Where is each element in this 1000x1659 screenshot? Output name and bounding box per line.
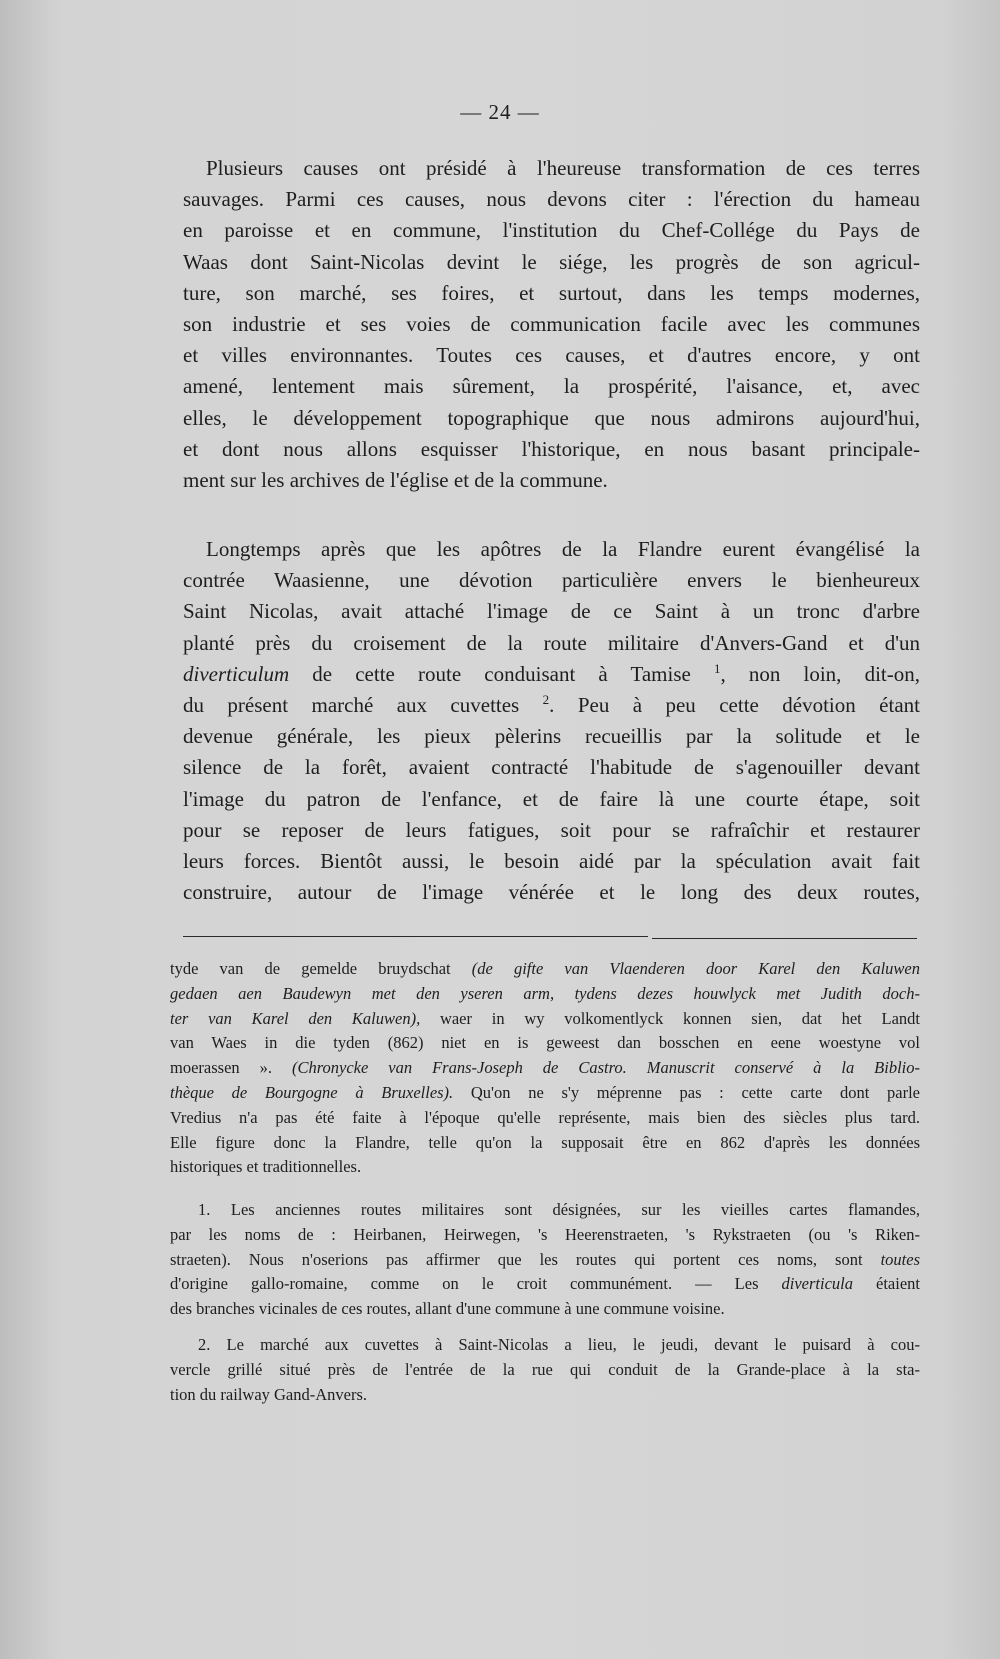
note-line: par les noms de : Heirbanen, Heirwegen, 's Heerenstraeten, 's Rykstraeten (ou 's Riken- — [170, 1224, 920, 1244]
text-line: contrée Waasienne, une dévotion particulière envers le bienheureux — [183, 568, 920, 593]
italic-run: (de gifte van Vlaenderen door Karel den Kaluwen — [471, 959, 920, 978]
text-line: et villes environnantes. Toutes ces causes, et d'autres encore, y ont — [183, 343, 920, 368]
text-run: , non loin, dit-on, — [720, 661, 920, 686]
footnote-2 — [170, 1333, 920, 1407]
italic-run: thèque de Bourgogne à Bruxelles). — [170, 1082, 454, 1102]
footnote-mark: 2. — [198, 1335, 211, 1354]
text-line: sauvages. Parmi ces causes, nous devons citer : l'érection du hameau — [183, 187, 920, 212]
text-line: ment sur les archives de l'église et de la commune. — [183, 468, 608, 493]
text-line: devenue générale, les pieux pèlerins recueillis par la solitude et le — [183, 724, 920, 749]
italic-run: toutes — [880, 1249, 920, 1269]
footnote-1 — [170, 1198, 920, 1322]
italic-run: (Chronycke van Frans-Joseph de Castro. Manuscrit conservé à la Biblio- — [291, 1058, 920, 1078]
text-line: planté près du croisement de la route militaire d'Anvers-Gand et d'un — [183, 630, 920, 655]
text-line: Saint Nicolas, avait attaché l'image de ce Saint à un tronc d'arbre — [183, 599, 920, 624]
note-line — [170, 1248, 920, 1273]
footnote-reference[interactable]: 2 — [542, 692, 550, 708]
note-line: historiques et traditionnelles. — [170, 1157, 362, 1177]
italic-run: diverticula — [781, 1274, 853, 1294]
text-line: Longtemps après que les apôtres de la Flandre eurent évangélisé la — [206, 537, 920, 561]
text-run: straeten). Nous n'oserions pas affirmer que les routes qui portent ces noms, sont — [170, 1249, 881, 1269]
text-line: amené, lentement mais sûrement, la prospérité, l'aisance, et, avec — [183, 374, 920, 399]
note-line — [170, 957, 920, 982]
text-line: Waas dont Saint-Nicolas devint le siége, les progrès de son agricul- — [183, 249, 920, 274]
note-line — [170, 1081, 920, 1106]
text-line: Plusieurs causes ont présidé à l'heureuse transformation de ces terres — [206, 156, 920, 180]
note-line: vercle grillé situé près de l'entrée de la rue qui conduit de la Grande-place à la sta- — [170, 1359, 920, 1379]
italic-run: gedaen aen Baudewyn met den yseren arm, tydens dezes houwlyck met Judith doch- — [170, 983, 920, 1003]
text-line: l'image du patron de l'enfance, et de faire là une courte étape, soit — [183, 786, 920, 811]
footnote-mark: 1. — [198, 1200, 211, 1219]
text-run: d'origine gallo-romaine, comme on le croit communément. — Les — [170, 1274, 782, 1294]
text-line — [183, 690, 920, 721]
text-line: ture, son marché, ses foires, et surtout, dans les temps modernes, — [183, 280, 920, 305]
text-line: elles, le développement topographique que nous admirons aujourd'hui, — [183, 405, 920, 430]
text-run: tyde van de gemelde bruydschat — [170, 959, 472, 978]
text-line: silence de la forêt, avaient contracté l'habitude de s'agenouiller devant — [183, 755, 920, 780]
note-line: tion du railway Gand-Anvers. — [170, 1384, 368, 1404]
text-line: pour se reposer de leurs fatigues, soit pour se rafraîchir et restaurer — [183, 817, 920, 842]
text-run: Les anciennes routes militaires sont désignées, sur les vieilles cartes flamandes, — [210, 1200, 920, 1219]
text-run: étaient — [853, 1274, 920, 1294]
note-line: van Waes in die tyden (862) niet en is geweest dan bosschen en eene woestyne vol — [170, 1033, 920, 1053]
text-run: du présent marché aux cuvettes — [183, 693, 543, 718]
paragraph-devotion — [183, 534, 920, 908]
text-line: son industrie et ses voies de communication facile avec les communes — [183, 312, 920, 337]
note-line: Elle figure donc la Flandre, telle qu'on la supposait être en 862 d'après les données — [170, 1132, 920, 1152]
note-line — [170, 982, 920, 1007]
text-line — [183, 659, 920, 690]
footnote-separator-right — [652, 938, 917, 939]
note-line — [170, 1333, 920, 1358]
text-run: Le marché aux cuvettes à Saint-Nicolas a lieu, le jeudi, devant le puisard à cou- — [210, 1335, 920, 1354]
text-line: leurs forces. Bientôt aussi, le besoin aidé par la spéculation avait fait — [183, 849, 920, 874]
note-line: des branches vicinales de ces routes, allant d'une commune à une commune voisine. — [170, 1299, 725, 1319]
text-line: et dont nous allons esquisser l'historique, en nous basant principale- — [183, 436, 920, 461]
text-line: en paroisse et en commune, l'institution du Chef-Collége du Pays de — [183, 218, 920, 243]
text-run: Qu'on ne s'y méprenne pas : cette carte dont parle — [453, 1082, 921, 1102]
text-run: waer in wy volkomentlyck konnen sien, dat het Landt — [420, 1008, 920, 1028]
text-run: de cette route conduisant à Tamise — [289, 661, 714, 686]
italic-term: diverticulum — [183, 661, 290, 686]
text-run: . Peu à peu cette dévotion étant — [549, 693, 920, 718]
text-line: construire, autour de l'image vénérée et le long des deux routes, — [183, 880, 920, 905]
note-line — [170, 1007, 920, 1032]
note-line: Vredius n'a pas été faite à l'époque qu'elle représente, mais bien des siècles plus tard. — [170, 1107, 920, 1127]
italic-run: ter van Karel den Kaluwen), — [170, 1008, 421, 1028]
note-line — [170, 1198, 920, 1223]
page-number: — 24 — — [460, 100, 540, 124]
footnote-reference[interactable]: 1 — [713, 660, 721, 676]
note-line — [170, 1056, 920, 1081]
footnote-separator — [183, 936, 648, 937]
footnote-continued — [170, 957, 920, 1180]
note-line — [170, 1272, 920, 1297]
text-run: moerassen ». — [170, 1058, 292, 1078]
paragraph-causes — [183, 153, 920, 496]
